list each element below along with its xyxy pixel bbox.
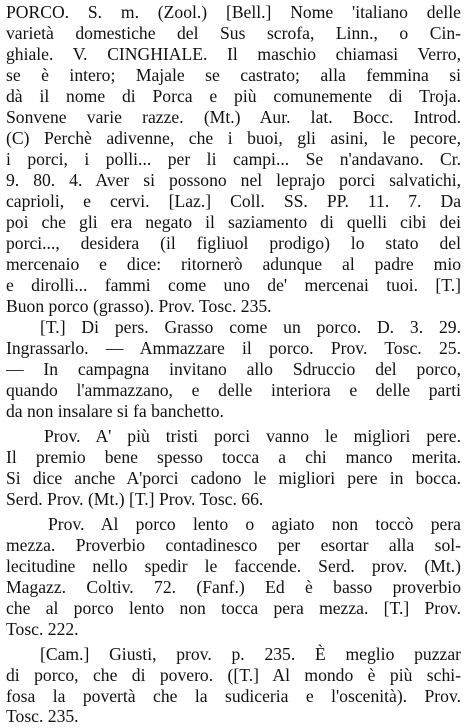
entry-line-10: caprioli, e cervi. [Laz.] Coll. SS. PP. 11. 7. Da: [6, 191, 461, 211]
entry-line-14: e dirolli... fammi come uno de' mercenai tuoi. [T.]: [6, 275, 461, 295]
entry-line-28: Magazz. Coltiv. 72. (Fanf.) Ed è basso proverbio: [6, 577, 461, 597]
entry-line-3: ghiale. V. CINGHIALE. Il maschio chiamasi Verro,: [6, 44, 461, 64]
entry-line-25: Prov. Al porco lento o agiato non toccò pera: [48, 514, 461, 534]
entry-line-21: Prov. A' più tristi porci vanno le migliori pere.: [44, 426, 461, 446]
entry-line-4: se è intero; Majale se castrato; alla femmina si: [6, 65, 461, 85]
entry-line-5: dà il nome di Porca e più comunemente di Troja.: [6, 86, 461, 106]
entry-line-7: (C) Perchè adivenne, che i buoi, gli asini, le pecore,: [6, 128, 461, 148]
entry-line-31: [Cam.] Giusti, prov. p. 235. È meglio puzzar: [40, 644, 461, 664]
entry-line-6: Sonvene varie razze. (Mt.) Aur. lat. Bocc. Introd.: [6, 107, 461, 127]
entry-line-24: Serd. Prov. (Mt.) [T.] Prov. Tosc. 66.: [6, 489, 264, 509]
entry-line-29: che al porco lento non tocca pera mezza. [T.] Prov.: [6, 598, 461, 618]
entry-line-26: mezza. Proverbio contadinesco per esortar alla sol-: [6, 535, 461, 555]
entry-line-12: porci..., desidera (il figliuol prodigo) lo stato del: [6, 233, 461, 253]
entry-line-19: quando l'ammazzano, e delle interiora e delle parti: [6, 380, 461, 400]
entry-line-20: da non insalare si fa banchetto.: [6, 401, 224, 421]
entry-line-23: Si dice anche A'porci cadono le migliori pere in bocca.: [6, 468, 461, 488]
entry-line-2: varietà domestiche del Sus scrofa, Linn., o Cin-: [6, 23, 461, 43]
entry-line-1: PORCO. S. m. (Zool.) [Bell.] Nome 'italiano delle: [6, 2, 461, 22]
entry-line-27: lecitudine nello spedir le faccende. Serd. prov. (Mt.): [6, 556, 461, 576]
entry-line-16: [T.] Di pers. Grasso come un porco. D. 3. 29.: [40, 317, 461, 337]
entry-line-15: Buon porco (grasso). Prov. Tosc. 235.: [6, 296, 272, 316]
entry-line-8: i porci, i polli... per li campi... Se n'andavano. Cr.: [6, 149, 461, 169]
entry-line-32: di porco, che di povero. ([T.] Al mondo è più schi-: [6, 665, 461, 685]
entry-line-17: Ingrassarlo. — Ammazzare il porco. Prov. Tosc. 25.: [6, 338, 461, 358]
entry-line-9: 9. 80. 4. Aver si possono nel leprajo porci salvatichi,: [6, 170, 461, 190]
entry-line-18: — In campagna invitano allo Sdruccio del porco,: [6, 359, 461, 379]
entry-line-33: fosa la povertà che la sudiceria e l'oscenità). Prov.: [6, 686, 461, 706]
entry-line-34: Tosc. 235.: [6, 706, 79, 726]
entry-line-30: Tosc. 222.: [6, 619, 79, 639]
entry-line-22: Il premio bene spesso tocca a chi manco merita.: [6, 447, 461, 467]
entry-line-13: mercenaio e dice: ritornerò adunque al padre mio: [6, 254, 461, 274]
entry-line-11: poi che gli era negato il saziamento di quelli cibi dei: [6, 212, 461, 232]
